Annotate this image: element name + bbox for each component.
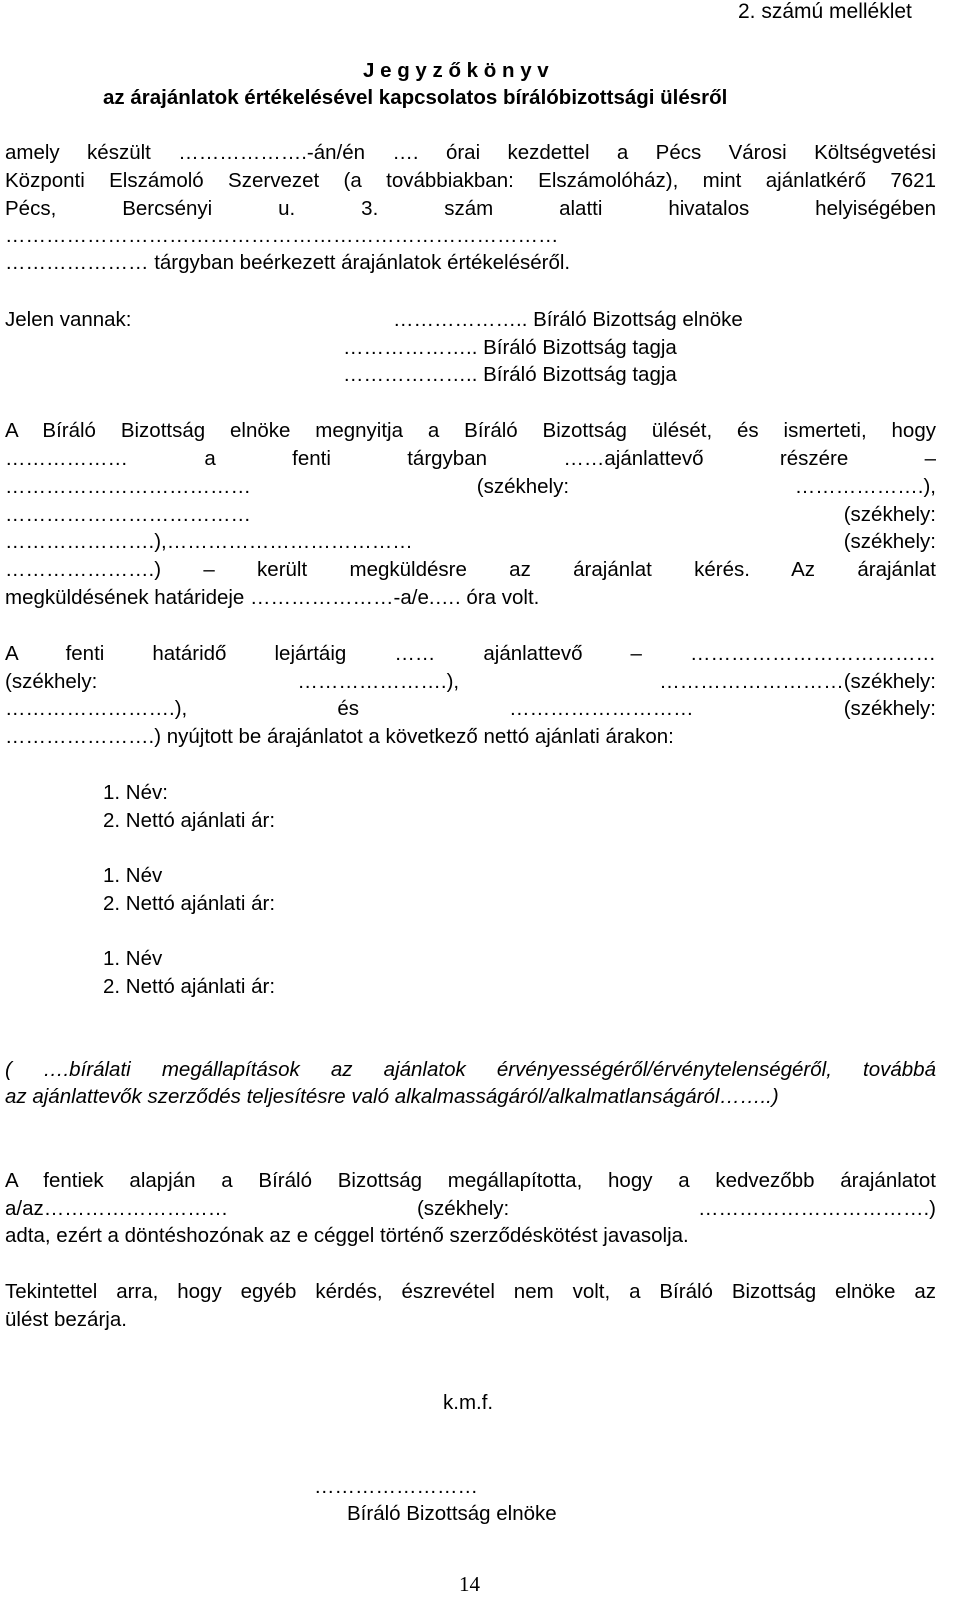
conclusion-line: adta, ezért a döntéshozónak az e céggel történő szerződéskötést javasolja. [5,1224,689,1247]
signature-line: …………………… [314,1475,478,1498]
opening-line: ………………….) – került megküldésre az árajánlat kérés. Az árajánlat [5,558,936,581]
deadline-line: …………………….), és ……………………… (székhely: [5,697,936,720]
annex-label: 2. számú melléklet [738,0,912,23]
deadline-line: (székhely: ………………….), ………………………(székhely: [5,670,936,693]
attendees-label: Jelen vannak: [5,308,132,331]
deadline-line: ………………….) nyújtott be árajánlatot a következő nettó ajánlati árakon: [5,725,674,748]
opening-line: ………………….),……………………………… (székhely: [5,530,936,553]
closing-line: Tekintettel arra, hogy egyéb kérdés, észrevétel nem volt, a Bíráló Bizottság elnöke az [5,1280,936,1303]
conclusion-line: a/az……………………… (székhely: …………………………….) [5,1197,936,1220]
offer-name-label: 1. Név [103,864,163,887]
opening-line: ……………………………… (székhely: [5,503,936,526]
intro-line: Pécs, Bercsényi u. 3. szám alatti hivatalos helyiségében [5,197,936,220]
deadline-line: A fenti határidő lejártáig …… ajánlattevő – ……………………………… [5,642,936,665]
offer-price-label: 2. Nettó ajánlati ár: [103,809,276,832]
page-number: 14 [459,1572,480,1596]
document-subtitle: az árajánlatok értékelésével kapcsolatos bírálóbizottsági ülésről [103,86,728,109]
conclusion-line: A fentiek alapján a Bíráló Bizottság megállapította, hogy a kedvezőbb árajánlatot [5,1169,936,1192]
offer-price-label: 2. Nettó ajánlati ár: [103,975,276,998]
intro-line: Központi Elszámoló Szervezet (a továbbiakban: Elszámolóház), mint ajánlatkérő 7621 [5,169,936,192]
opening-line: megküldésének határideje …………………-a/e.…. óra volt. [5,586,540,609]
intro-line: ……………………………………………………………………… [5,224,559,247]
intro-line: ………………… tárgyban beérkezett árajánlatok értékeléséről. [5,251,571,274]
attendee-chair: ……………….. Bíráló Bizottság elnöke [393,308,743,331]
attendee-member: ……………….. Bíráló Bizottság tagja [343,336,677,359]
offer-name-label: 1. Név: [103,781,168,804]
kmf-label: k.m.f. [443,1391,494,1414]
intro-line: amely készült ……………….-án/én …. órai kezdettel a Pécs Városi Költségvetési [5,141,936,164]
opening-line: ……………………………… (székhely: ……………….), [5,475,936,498]
opening-line: ……………… a fenti tárgyban ……ajánlattevő részére – [5,447,936,470]
document-title: J e g y z ő k ö n y v [363,59,549,82]
findings-line: ( ….bírálati megállapítások az ajánlatok érvényességéről/érvénytelenségéről, továbbá [5,1058,936,1081]
offer-name-label: 1. Név [103,947,163,970]
signature-role: Bíráló Bizottság elnöke [347,1502,557,1525]
attendee-member: ……………….. Bíráló Bizottság tagja [343,363,677,386]
opening-line: A Bíráló Bizottság elnöke megnyitja a Bíráló Bizottság ülését, és ismerteti, hogy [5,419,936,442]
offer-price-label: 2. Nettó ajánlati ár: [103,892,276,915]
closing-line: ülést bezárja. [5,1308,127,1331]
findings-line: az ajánlattevők szerződés teljesítésre való alkalmasságáról/alkalmatlanságáról……..) [5,1085,779,1108]
